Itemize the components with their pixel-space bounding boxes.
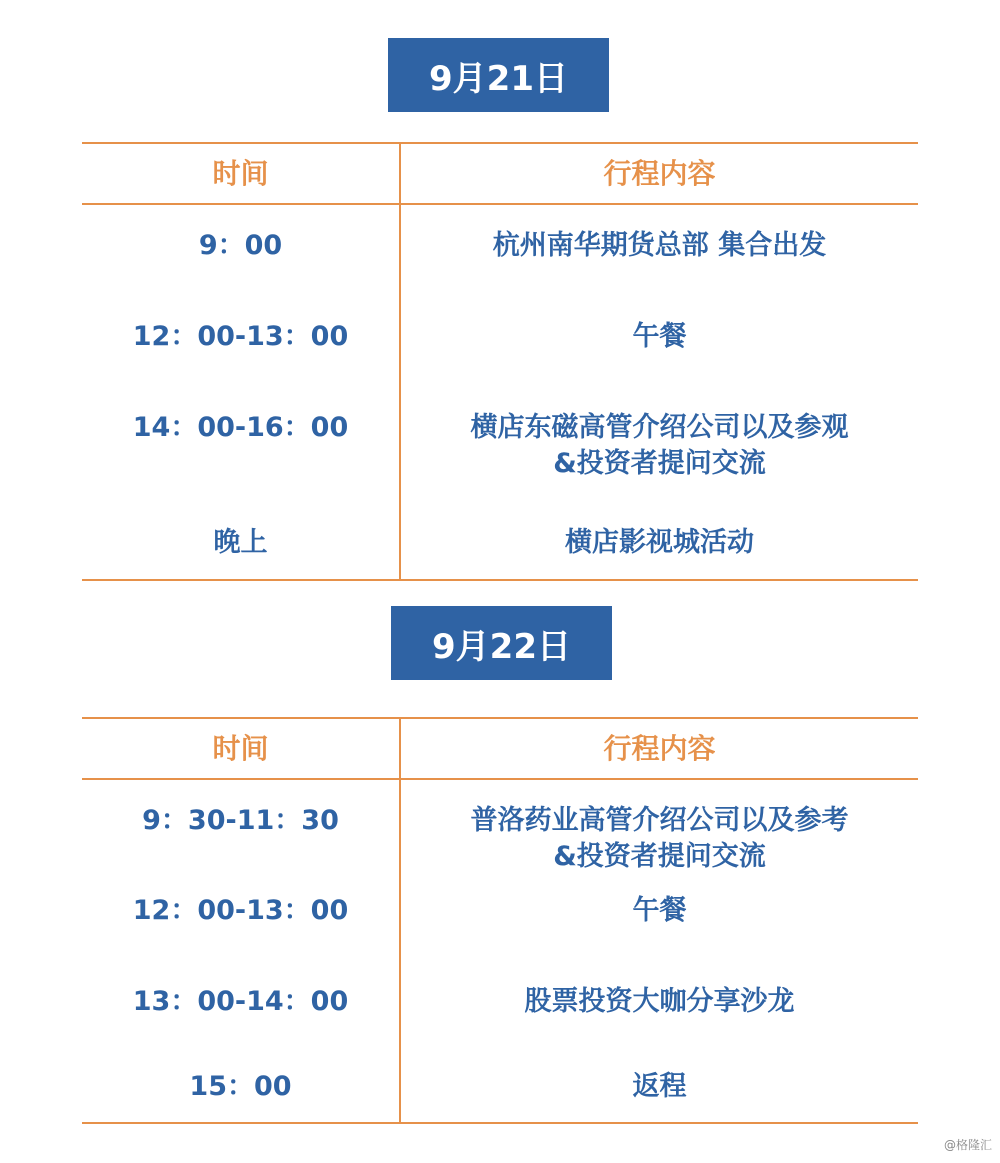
row-content: 横店东磁高管介绍公司以及参观 &投资者提问交流 — [470, 412, 849, 479]
header-content: 行程内容 — [603, 731, 716, 765]
header-divider — [82, 778, 918, 780]
row-time: 晚上 — [213, 527, 268, 558]
row-content: 股票投资大咖分享沙龙 — [524, 986, 795, 1017]
row-time: 12：00-13：00 — [132, 321, 349, 352]
row-time: 12：00-13：00 — [132, 895, 349, 926]
header-content: 行程内容 — [603, 156, 716, 190]
row-content: 普洛药业高管介绍公司以及参考 &投资者提问交流 — [470, 805, 849, 872]
row-time: 15：00 — [189, 1071, 292, 1102]
column-divider — [399, 142, 401, 581]
schedule-table-day1 — [82, 142, 918, 582]
header-time: 时间 — [212, 156, 269, 190]
row-time: 14：00-16：00 — [132, 412, 349, 443]
date-badge-day1: 9月21日 — [388, 38, 609, 112]
date-badge-day2: 9月22日 — [391, 606, 612, 680]
row-content: 午餐 — [632, 321, 687, 352]
table-border-bottom — [82, 1122, 918, 1124]
row-content: 杭州南华期货总部 集合出发 — [492, 230, 827, 261]
header-time: 时间 — [212, 731, 269, 765]
schedule-table-day2 — [82, 717, 918, 1127]
row-time: 9：30-11：30 — [142, 805, 339, 836]
row-time: 13：00-14：00 — [132, 986, 349, 1017]
header-divider — [82, 203, 918, 205]
watermark: @格隆汇 — [943, 1138, 992, 1152]
table-border-bottom — [82, 579, 918, 581]
row-content: 横店影视城活动 — [565, 527, 754, 558]
row-content: 返程 — [632, 1071, 687, 1102]
row-time: 9：00 — [198, 230, 283, 261]
row-content: 午餐 — [632, 895, 687, 926]
